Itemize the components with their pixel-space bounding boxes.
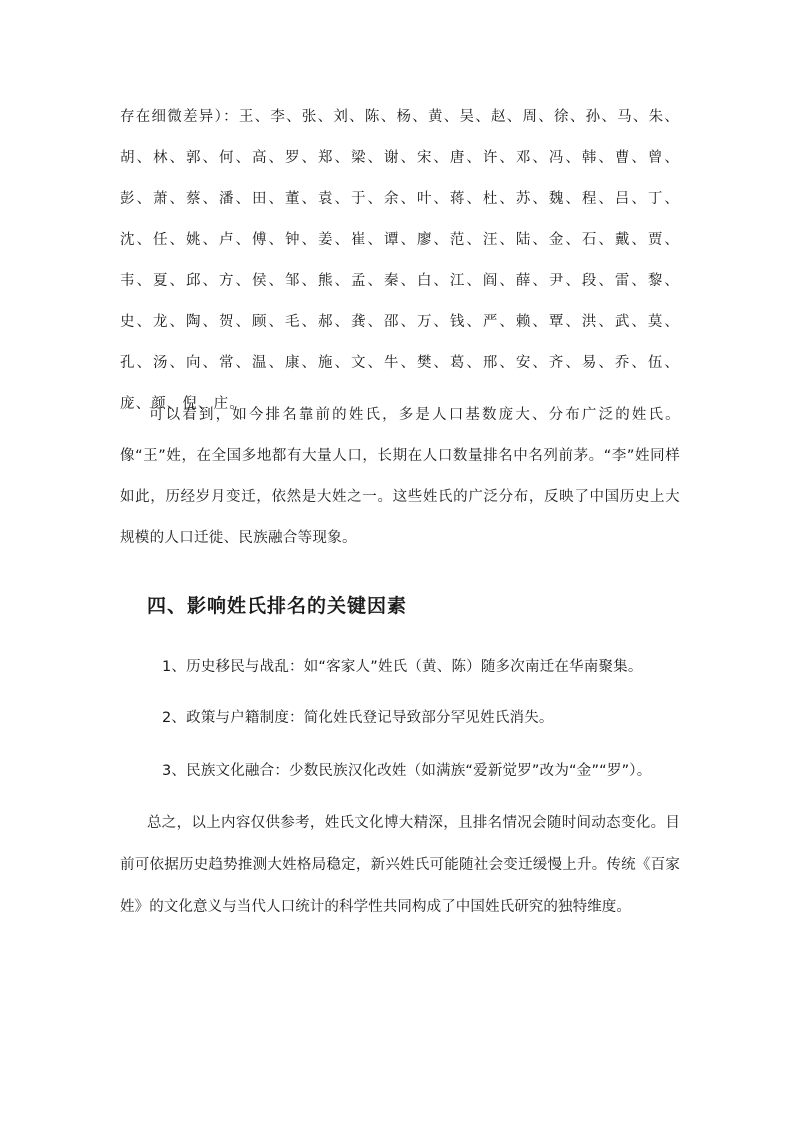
factor-item-culture: 3、民族文化融合：少数民族汉化改姓（如满族“爱新觉罗”改为“金”“罗”）。: [162, 763, 652, 779]
surname-list-paragraph: 存在细微差异）：王、李、张、刘、陈、杨、黄、吴、赵、周、徐、孙、马、朱、胡、林、郭、何、高、罗、郑、梁、谢、宋、唐、许、邓、冯、韩、曹、曾、彭、萧、蔡、潘、田、董、袁、于、余、叶、蒋、杜、苏、魏、程、吕、丁、沈、任、姚、卢、傅、钟、姜、崔、谭、廖、范、汪、陆、金、石、戴、贾、韦、夏、邱、方、侯、邹、熊、孟、秦、白、江、阎、薛、尹、段、雷、黎、史、龙、陶、贺、顾、毛、郝、龚、邵、万、钱、严、赖、覃、洪、武、莫、孔、汤、向、常、温、康、施、文、牛、樊、葛、邢、安、齐、易、乔、伍、庞、颜、倪、庄。: [120, 109, 680, 412]
observation-paragraph: 可以看到，如今排名靠前的姓氏，多是人口基数庞大、分布广泛的姓氏。像“王”姓，在全国多地都有大量人口，长期在人口数量排名中名列前茅。“李”姓同样如此，历经岁月变迁，依然是大姓之一。这些姓氏的广泛分布，反映了中国历史上大规模的人口迁徙、民族融合等现象。: [120, 407, 680, 546]
section-heading: 四、影响姓氏排名的关键因素: [147, 595, 408, 617]
factor-item-migration: 1、历史移民与战乱：如“客家人”姓氏（黄、陈）随多次南迁在华南聚集。: [162, 659, 643, 675]
factor-item-policy: 2、政策与户籍制度：简化姓氏登记导致部分罕见姓氏消失。: [162, 710, 554, 726]
summary-paragraph: 总之，以上内容仅供参考，姓氏文化博大精深，且排名情况会随时间动态变化。目前可依据历史趋势推测大姓格局稳定，新兴姓氏可能随社会变迁缓慢上升。传统《百家姓》的文化意义与当代人口统计的科学性共同构成了中国姓氏研究的独特维度。: [120, 815, 680, 915]
